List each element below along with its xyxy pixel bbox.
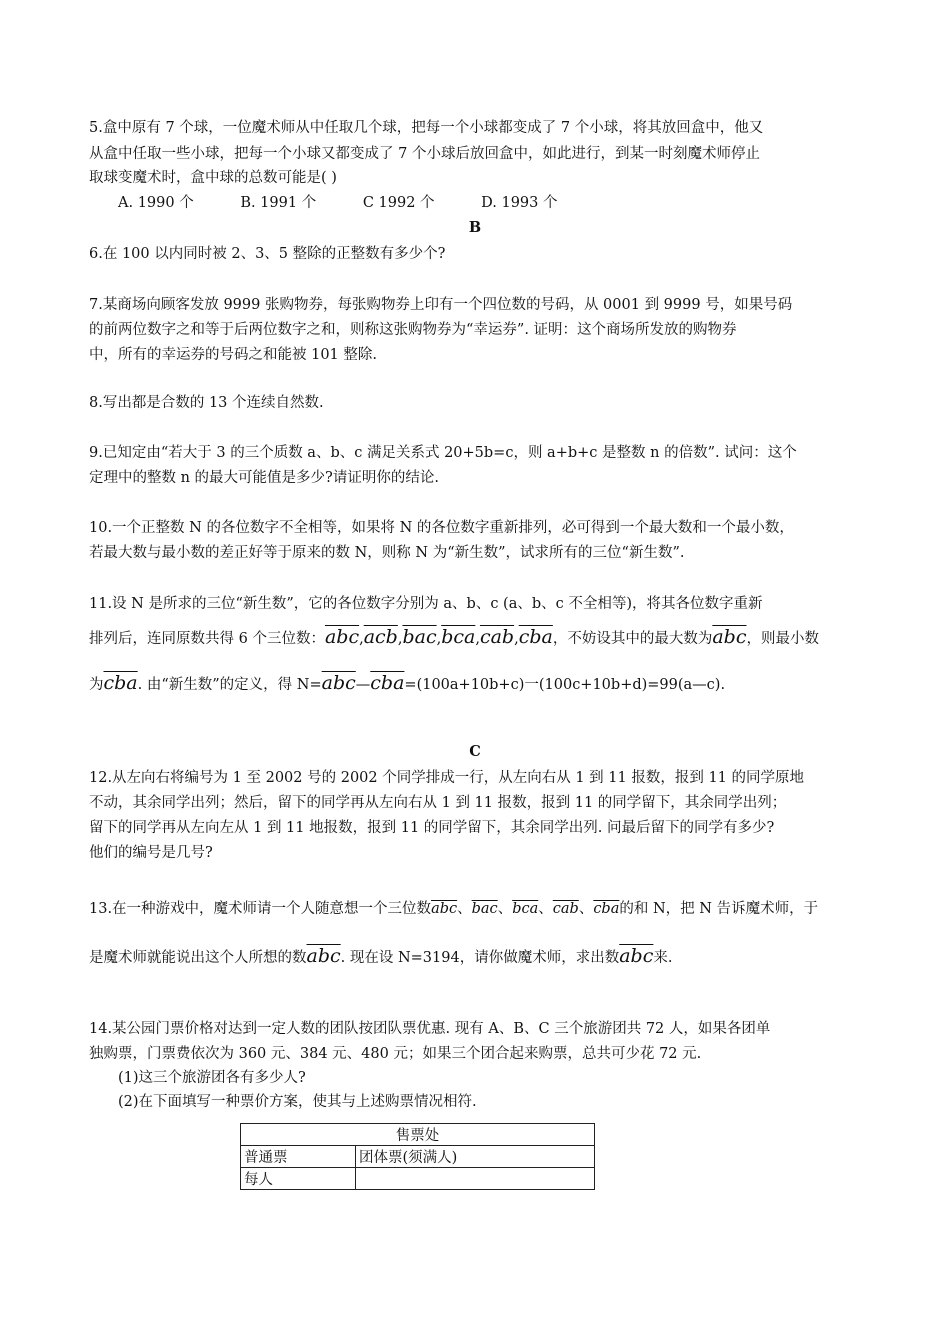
q11-perm-2: $\overline{acb}$: [363, 626, 398, 648]
q13-num-1: $\overline{abc}$: [431, 901, 458, 917]
q13-line2: [89, 946, 672, 968]
q13-num-3: $\overline{bca}$: [512, 901, 539, 917]
q7-line1: 7.某商场向顾客发放 9999 张购物券，每张购物券上印有一个四位数的号码，从 0001 到 9999 号，如果号码: [89, 297, 793, 313]
comma: ,: [475, 631, 480, 647]
table-col-regular: 普通票: [241, 1146, 356, 1168]
q12-line3: 留下的同学再从左向左从 1 到 11 地报数，报到 11 的同学留下，其余同学出列. 问最后留下的同学有多少?: [89, 820, 775, 836]
q13-num-4: $\overline{cab}$: [552, 901, 579, 917]
q13-sep: 、: [538, 901, 553, 917]
table-row: [241, 1146, 595, 1168]
q14-line2: 独购票，门票费依次为 360 元、384 元、480 元；如果三个团合起来购票，总共可少花 72 元.: [89, 1046, 702, 1062]
q11-perm-6: $\overline{cba}$: [518, 626, 553, 648]
q13-sep: 、: [457, 901, 472, 917]
q14-sub2: (2)在下面填写一种票价方案，使其与上述购票情况相符.: [118, 1094, 477, 1110]
q11-max-number: $\overline{abc}$: [712, 626, 747, 648]
q14-line1: 14.某公园门票价格对达到一定人数的团队按团队票优惠. 现有 A、B、C 三个旅游团共 72 人，如果各团单: [89, 1021, 771, 1037]
section-b-heading: B: [468, 219, 482, 236]
q11-abc: $\overline{abc}$: [321, 672, 356, 694]
q11-line2-mid: ，不妨设其中的最大数为: [552, 631, 713, 647]
q11-line1: 11.设 N 是所求的三位“新生数”，它的各位数字分别为 a、b、c (a、b、c 不全相等)，将其各位数字重新: [89, 596, 763, 612]
table-row: [241, 1168, 595, 1190]
table-row-value: [356, 1168, 595, 1190]
section-c-heading: C: [469, 743, 481, 760]
q13-sep: 、: [497, 901, 513, 917]
comma: ,: [436, 631, 442, 647]
q5-line3: 取球变魔术时，盒中球的总数可能是( ): [89, 170, 337, 186]
q5-option-c: C 1992 个: [362, 195, 435, 211]
q13-num-a: $\overline{abc}$: [306, 945, 341, 967]
q11-perm-3: $\overline{bac}$: [402, 626, 437, 648]
q13-line1-post: 的和 N，把 N 告诉魔术师，于: [619, 901, 819, 917]
table-row-label: 每人: [241, 1168, 356, 1190]
q13-sep: 、: [578, 901, 594, 917]
table-col-group: 团体票(须满人): [356, 1146, 595, 1168]
q9-line2: 定理中的整数 n 的最大可能值是多少?请证明你的结论.: [89, 470, 439, 486]
q11-min-number: $\overline{cba}$: [103, 672, 138, 694]
q11-line2-pre: 排列后，连同原数共得 6 个三位数：: [89, 631, 325, 647]
q7-line2: 的前两位数字之和等于后两位数字之和，则称这张购物券为“幸运券”. 证明：这个商场所发放的购物券: [89, 322, 737, 338]
q11-perm-4: $\overline{bca}$: [441, 626, 476, 648]
table-row: [241, 1124, 595, 1146]
q6-text: 6.在 100 以内同时被 2、3、5 整除的正整数有多少个?: [89, 246, 446, 262]
q13-line2-pre: 是魔术师就能说出这个人所想的数: [89, 950, 307, 966]
q5-line2: 从盒中任取一些小球，把每一个小球又都变成了 7 个小球后放回盒中，如此进行，到某一时刻魔术师停止: [89, 146, 760, 162]
q13-num-5: $\overline{cba}$: [593, 901, 620, 917]
q11-line3: [89, 673, 725, 695]
comma: ,: [359, 631, 364, 647]
ticket-price-table: [240, 1123, 595, 1190]
q5-options: [118, 193, 599, 213]
q8-text: 8.写出都是合数的 13 个连续自然数.: [89, 395, 324, 411]
q7-line3: 中，所有的幸运券的号码之和能被 101 整除.: [89, 347, 378, 363]
q11-perm-1: $\overline{abc}$: [324, 626, 360, 648]
q11-perm-5: $\overline{cab}$: [479, 626, 515, 648]
q13-line2-mid: . 现在设 N=3194，请你做魔术师，求出数: [340, 950, 620, 966]
q12-line1: 12.从左向右将编号为 1 至 2002 号的 2002 个同学排成一行，从左向右从 1 到 11 报数，报到 11 的同学原地: [89, 770, 805, 786]
q13-num-2: $\overline{bac}$: [471, 901, 498, 917]
q11-minus: —: [355, 677, 371, 693]
comma: ,: [397, 631, 403, 647]
table-title: 售票处: [241, 1124, 595, 1146]
q11-line3-post: =(100a+10b+c)一(100c+10b+d)=99(a—c).: [404, 677, 726, 693]
q5-option-d: D. 1993 个: [481, 195, 558, 211]
q13-line1: [89, 899, 818, 919]
q11-line3-mid: . 由“新生数”的定义，得 N=: [137, 677, 322, 693]
q5-option-a: A. 1990 个: [118, 195, 194, 211]
q10-line2: 若最大数与最小数的差正好等于原来的数 N，则称 N 为“新生数”，试求所有的三位“新生数”.: [89, 545, 685, 561]
q5-option-b: B. 1991 个: [240, 195, 317, 211]
q11-line2: [89, 627, 819, 649]
comma: ,: [514, 631, 519, 647]
q11-cba: $\overline{cba}$: [370, 672, 405, 694]
q12-line2: 不动，其余同学出列；然后，留下的同学再从左向右从 1 到 11 报数，报到 11 的同学留下，其余同学出列；: [89, 795, 787, 811]
q10-line1: 10.一个正整数 N 的各位数字不全相等，如果将 N 的各位数字重新排列，必可得到一个最大数和一个最小数，: [89, 520, 794, 536]
q14-sub1: (1)这三个旅游团各有多少人?: [118, 1070, 306, 1086]
q12-line4: 他们的编号是几号?: [89, 845, 213, 861]
q13-num-b: $\overline{abc}$: [619, 945, 654, 967]
q13-line2-post: 来.: [653, 950, 673, 966]
q5-line1: 5.盒中原有 7 个球，一位魔术师从中任取几个球，把每一个小球都变成了 7 个小球，将其放回盒中，他又: [89, 120, 764, 136]
q11-line2-post: ，则最小数: [746, 631, 819, 647]
q9-line1: 9.已知定由“若大于 3 的三个质数 a、b、c 满足关系式 20+5b=c，则 a+b+c 是整数 n 的倍数”. 试问：这个: [89, 445, 797, 461]
q11-line3-pre: 为: [89, 677, 104, 693]
q13-line1-pre: 13.在一种游戏中，魔术师请一个人随意想一个三位数: [89, 901, 432, 917]
